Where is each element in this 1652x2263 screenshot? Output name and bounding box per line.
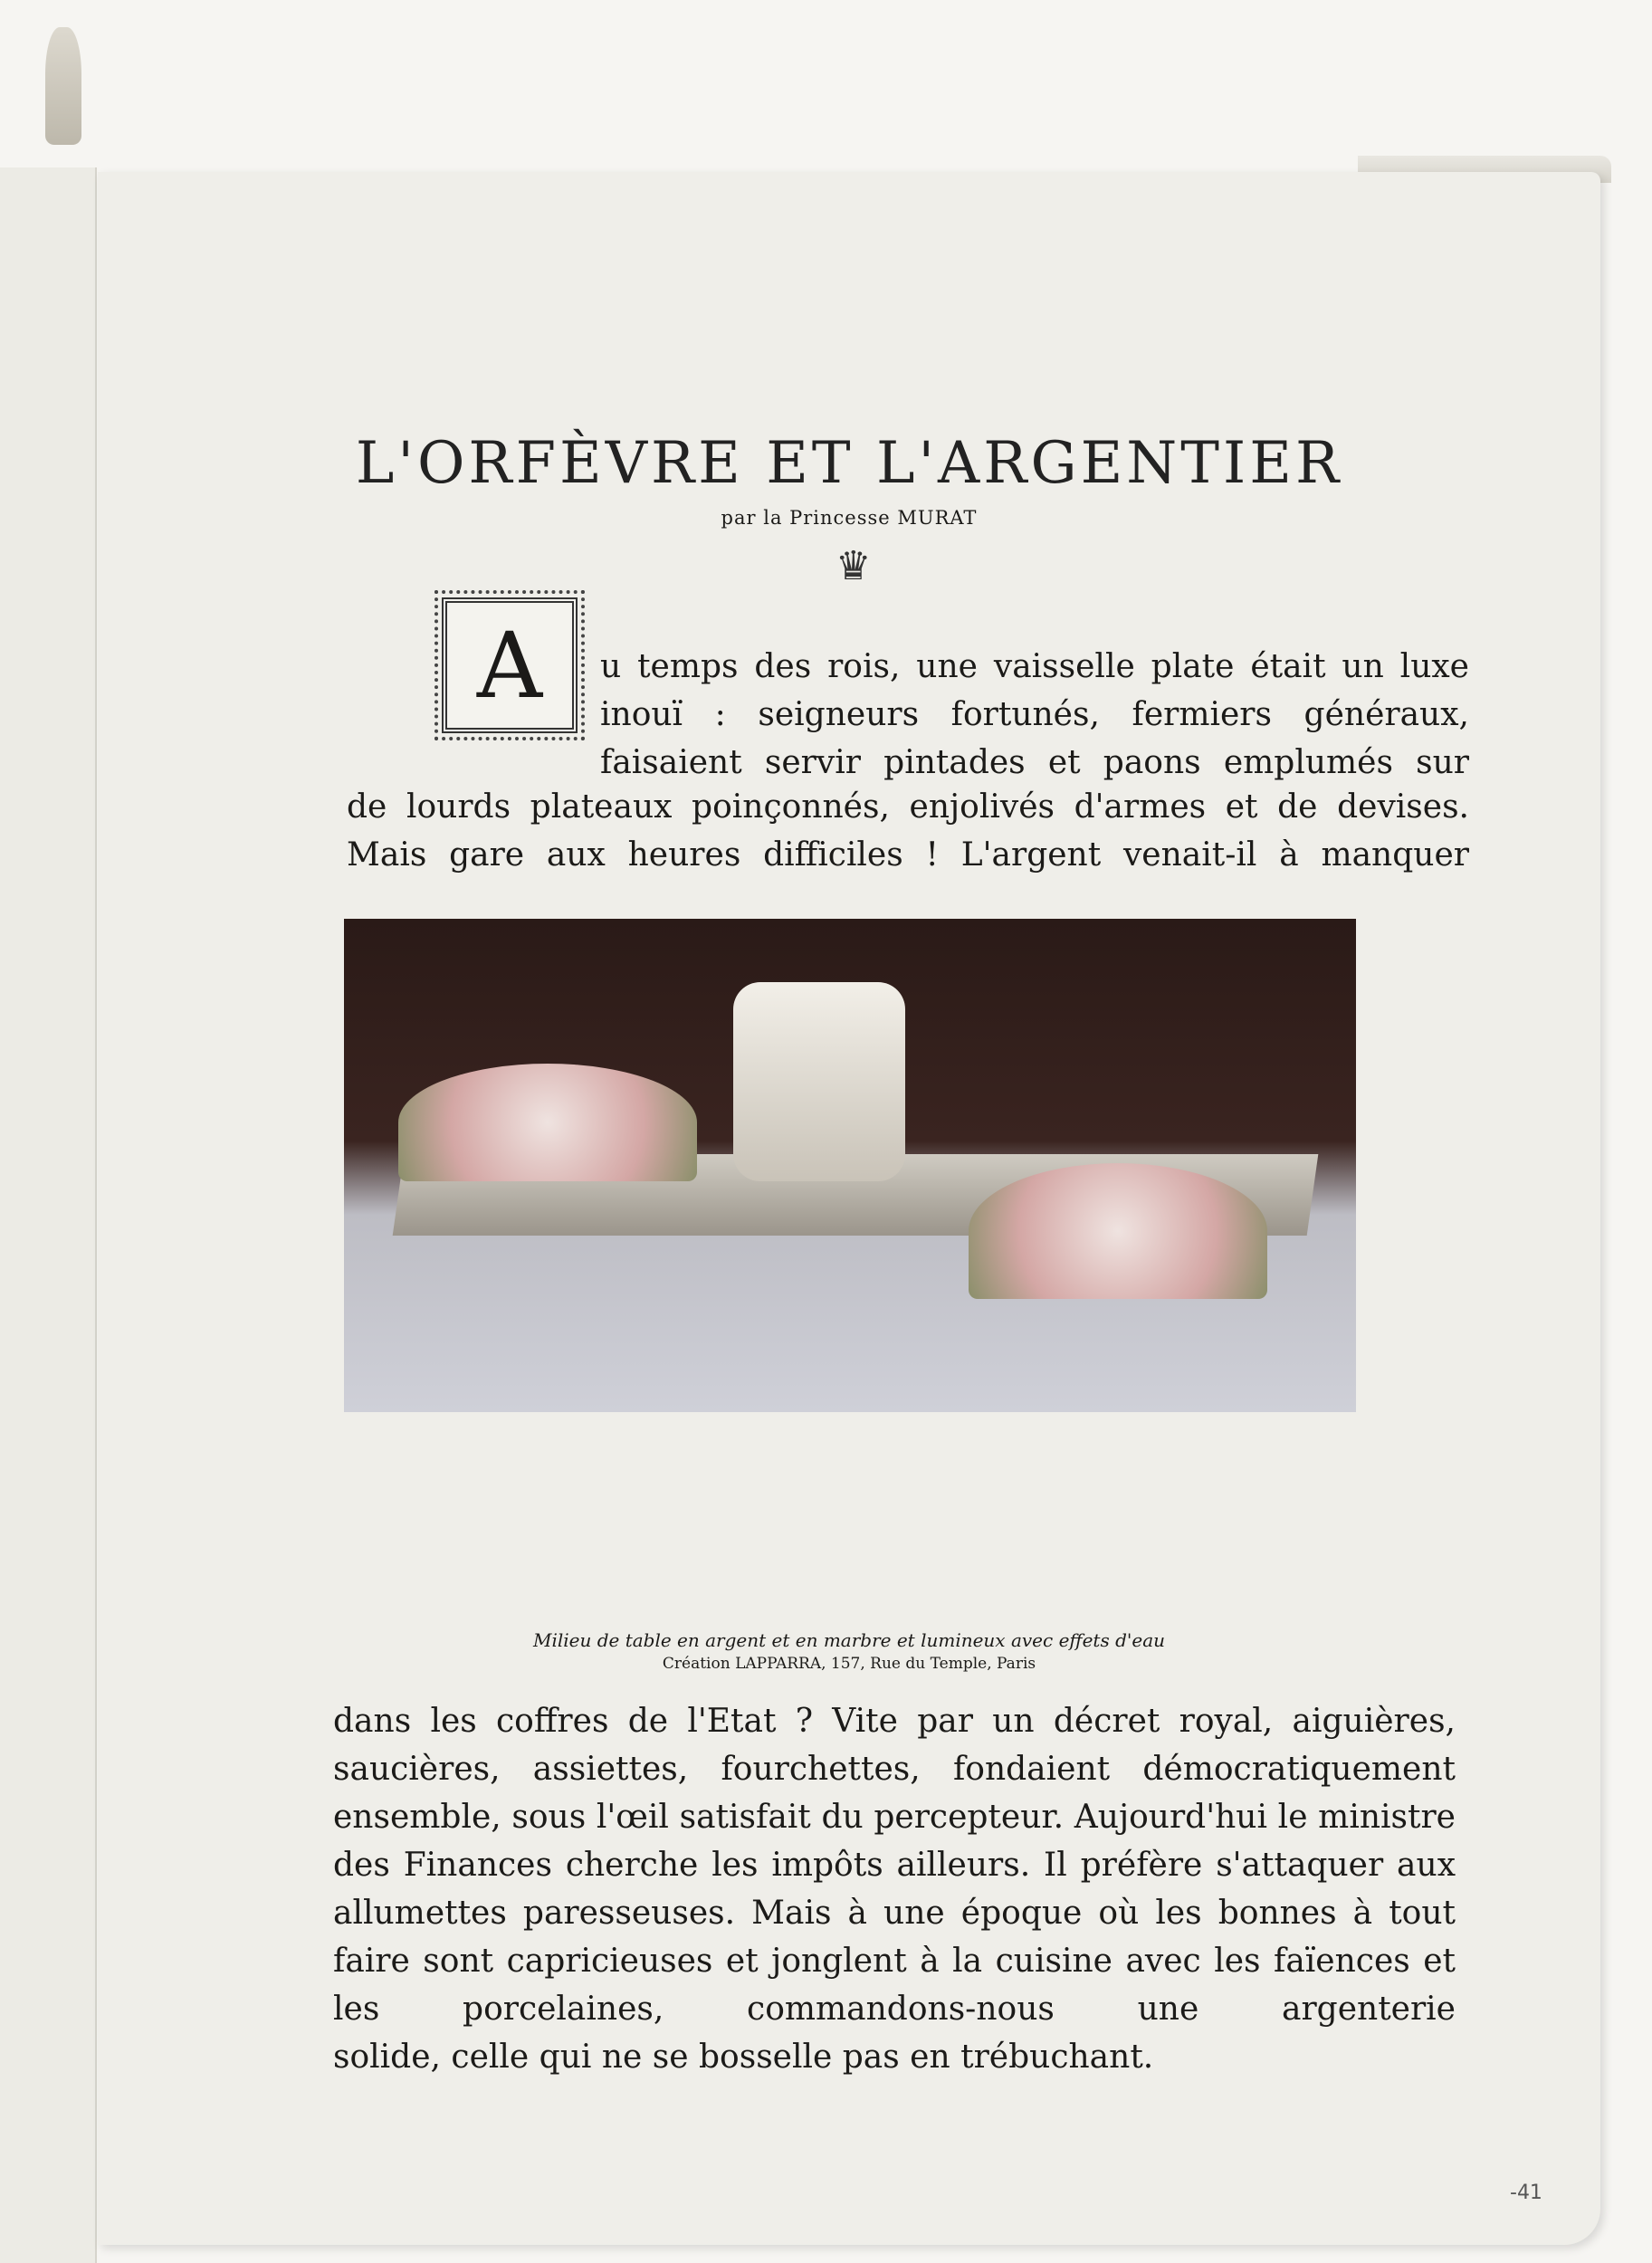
photo-credit: Création LAPPARRA, 157, Rue du Temple, Paris — [662, 1655, 1036, 1673]
article-author: par la Princesse MURAT — [721, 507, 978, 529]
paragraph-3-last-line: solide, celle qui ne se bosselle pas en trébuchant. — [333, 2039, 1154, 2076]
magazine-page — [98, 172, 1600, 2245]
fountain-tower — [733, 982, 905, 1181]
photo-caption: Milieu de table en argent et en marbre et lumineux avec effets d'eau — [532, 1629, 1166, 1651]
paragraph-2: de lourds plateaux poinçonnés, enjolivés d'armes et de devises. Mais gare aux heures difficiles ! L'argent venait-il à manquer — [347, 788, 1469, 874]
centerpiece-photo — [344, 919, 1356, 1412]
flower-bed-right — [969, 1163, 1267, 1299]
drop-cap: A — [442, 597, 578, 733]
paragraph-1: u temps des rois, une vaisselle plate était un luxe inouï : seigneurs fortunés, fermiers généraux, faisaient servir pintades et paons emplumés sur — [600, 648, 1469, 781]
page-number: -41 — [1510, 2182, 1542, 2204]
article-title: L'ORFÈVRE ET L'ARGENTIER — [355, 430, 1343, 497]
paragraph-3-text: dans les coffres de l'Etat ? Vite par un décret royal, aiguières, saucières, assiettes, fourchettes, fondaient démocratiquement ensemble, sous l'œil satisfait du percepteur. Aujourd'hui le ministre des Finances cherche les impôts ailleurs. Il préfère s'attaquer aux allumettes paresseuses. Mais à une époque où les bonnes à tout faire sont capricieuses et jonglent à la cuisine avec les faïences et les porcelaines, commandons-nous une argenterie — [333, 1703, 1456, 2028]
flower-bed-left — [398, 1064, 697, 1181]
bookmark-tassel — [45, 27, 81, 145]
left-page-edge — [0, 167, 97, 2263]
crown-icon: ♛ — [836, 543, 872, 589]
paragraph-3 — [333, 1697, 1456, 2081]
